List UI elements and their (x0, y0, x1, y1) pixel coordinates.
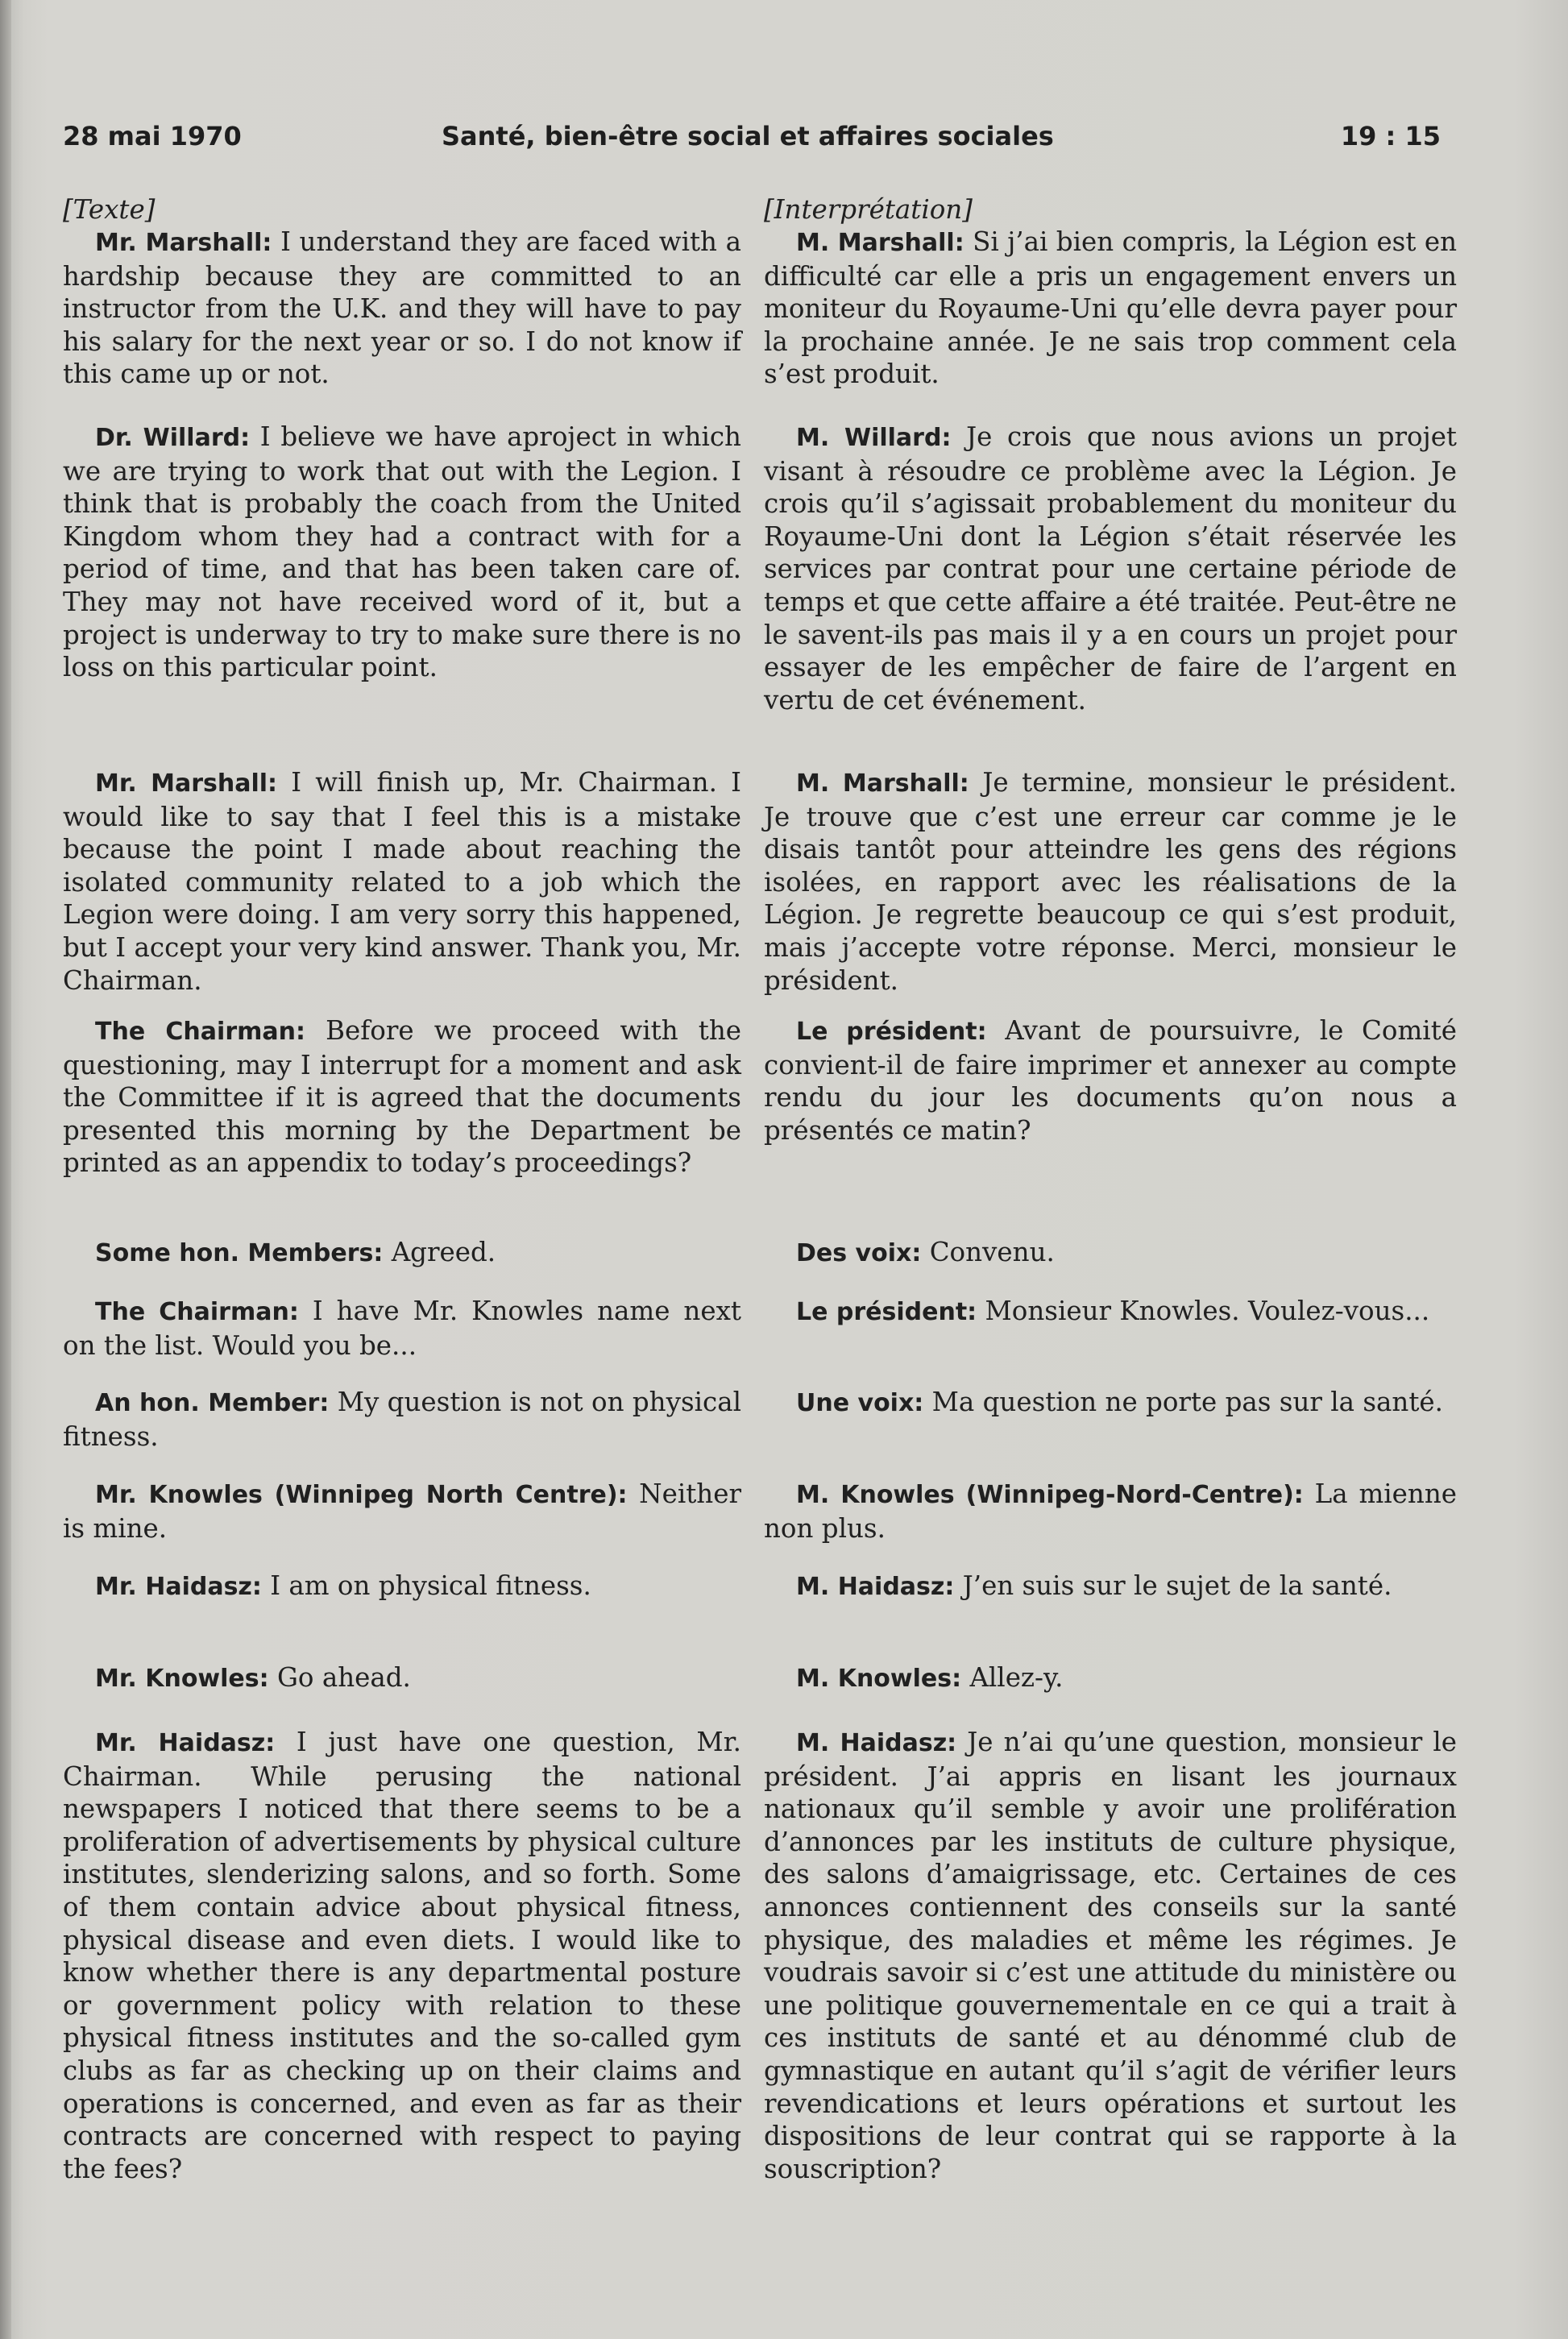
transcript-paragraph (764, 226, 1457, 391)
speech-text: Neither is mine. (63, 1478, 741, 1544)
speech-text: I am on physical fitness. (261, 1570, 591, 1601)
header-page-number: 19 : 15 (1340, 121, 1441, 151)
header-title: Santé, bien-être social et affaires sociales (442, 121, 1054, 151)
french-column (764, 193, 1457, 2184)
speech-text: Convenu. (921, 1237, 1055, 1267)
transcript-paragraph (63, 1236, 741, 1271)
transcript-paragraph (764, 1726, 1457, 2185)
english-section-label: [Texte] (63, 194, 156, 225)
speaker-name: Le président: (796, 1018, 987, 1046)
speech-text: I will finish up, Mr. Chairman. I would like to say that I feel this is a mistake because the point I made about reaching the isolated community related to a job which the Legion were doing. I am very sorry this happened, but I accept your very kind answer. Thank you, Mr. Chairman. (63, 767, 741, 996)
speaker-name: Des voix: (796, 1239, 922, 1267)
page-header (63, 121, 1441, 161)
speech-text: I have Mr. Knowles name next on the list. Would you be... (63, 1296, 741, 1361)
transcript-paragraph (63, 1295, 741, 1362)
transcript-paragraph (764, 1236, 1457, 1271)
speaker-name: The Chairman: (95, 1298, 299, 1326)
transcript-paragraph (764, 1295, 1457, 1329)
transcript-paragraph (764, 1014, 1457, 1147)
speaker-name: Mr. Marshall: (95, 769, 278, 798)
speaker-name: Some hon. Members: (95, 1239, 384, 1267)
speaker-name: Mr. Haidasz: (95, 1729, 276, 1757)
transcript-paragraph (63, 1661, 741, 1696)
speaker-name: M. Marshall: (796, 769, 969, 798)
speech-text: I believe we have aproject in which we are trying to work that out with the Legion. I think that is probably the coach from the United Kingdom whom they had a contract with for a period of time, and that has been taken care of. They may not have received word of it, but a project is underway to try to make sure there is no loss on this particular point. (63, 421, 741, 683)
transcript-paragraph (63, 1386, 741, 1453)
english-column (63, 193, 742, 2184)
speaker-name: Mr. Haidasz: (95, 1573, 262, 1601)
transcript-paragraph (63, 421, 741, 684)
speech-text: I understand they are faced with a hardship because they are committed to an instructor from the U.K. and they will have to pay his salary for the next year or so. I do not know if this came up or not. (63, 226, 741, 390)
speech-text: Monsieur Knowles. Voulez-vous... (977, 1296, 1430, 1326)
header-date: 28 mai 1970 (63, 121, 242, 151)
transcript-paragraph (764, 1661, 1457, 1696)
speech-text: My question is not on physical fitness. (63, 1387, 741, 1452)
transcript-paragraph (764, 1570, 1457, 1604)
transcript-paragraph (63, 1570, 741, 1604)
speech-text: Before we proceed with the questioning, may I interrupt for a moment and ask the Committee if it is agreed that the documents presented this morning by the Department be printed as an appendix to today’s proceedings? (63, 1015, 742, 1179)
speech-text: Ma question ne porte pas sur la santé. (923, 1387, 1443, 1417)
speaker-name: Une voix: (796, 1389, 924, 1417)
transcript-paragraph (764, 766, 1457, 997)
transcript-paragraph (63, 1726, 741, 2185)
transcript-paragraph (63, 226, 741, 391)
speech-text: Si j’ai bien compris, la Légion est en difficulté car elle a pris un engagement envers un moniteur du Royaume-Uni qu’elle devra payer pour la prochaine année. Je ne sais trop comment cela s’est produit. (764, 226, 1457, 390)
speaker-name: Mr. Knowles (Winnipeg North Centre): (95, 1481, 628, 1509)
speaker-name: An hon. Member: (95, 1389, 330, 1417)
speaker-name: The Chairman: (95, 1018, 305, 1046)
speech-text: Je n’ai qu’une question, monsieur le président. J’ai appris en lisant les journaux nationaux qu’il semble y avoir une prolifération d’annonces par les instituts de culture physique, des salons d’amaigrissage, etc. Certaines de ces annonces contiennent des conseils sur la santé physique, des maladies et même les régimes. Je voudrais savoir si c’est une attitude du ministère ou une politique gouvernementale en ce qui a trait à ces instituts de santé et au dénommé club de gymnastique en autant qu’il s’agit de vérifier leurs revendications et leurs opérations et surtout les dispositions de leur contrat qui se rapporte à la souscription? (764, 1727, 1457, 2184)
speech-text: La mienne non plus. (764, 1478, 1457, 1544)
speaker-name: M. Willard: (796, 424, 952, 452)
speaker-name: M. Haidasz: (796, 1729, 957, 1757)
transcript-paragraph (63, 1014, 741, 1180)
speech-text: I just have one question, Mr. Chairman. While perusing the national newspapers I noticed that there seems to be a proliferation of advertisements by physical culture institutes, slenderizing salons, and so forth. Some of them contain advice about physical fitness, physical disease and even diets. I would like to know whether there is any departmental posture or government policy with relation to these physical fitness institutes and the so-called gym clubs as far as checking up on their claims and operations is concerned, and even as far as their contracts are concerned with respect to paying the fees? (63, 1727, 741, 2184)
speaker-name: Mr. Marshall: (95, 229, 272, 257)
speaker-name: Dr. Willard: (95, 424, 251, 452)
speech-text: Agreed. (383, 1237, 496, 1267)
speech-text: J’en suis sur le sujet de la santé. (954, 1570, 1392, 1601)
speaker-name: Mr. Knowles: (95, 1665, 269, 1693)
speech-text: Je termine, monsieur le président. Je trouve que c’est une erreur car comme je le disais tantôt pour atteindre les gens des régions isolées, en rapport avec les réalisations de la Légion. Je regrette beaucoup ce qui s’est produit, mais j’accepte votre réponse. Merci, monsieur le président. (764, 767, 1457, 996)
speaker-name: M. Knowles: (796, 1665, 962, 1693)
transcript-paragraph (764, 421, 1457, 716)
transcript-paragraph (63, 766, 741, 997)
speech-text: Je crois que nous avions un projet visant à résoudre ce problème avec la Légion. Je crois qu’il s’agissait probablement du moniteur du Royaume-Uni dont la Légion s’était réservée les services par contrat pour une certaine période de temps et que cette affaire a été traitée. Peut-être ne le savent-ils pas mais il y a en cours un projet pour essayer de les empêcher de faire de l’argent en vertu de cet événement. (764, 421, 1457, 715)
speech-text: Go ahead. (268, 1662, 411, 1693)
french-section-label: [Interprétation] (764, 194, 973, 225)
page-binding-edge (0, 0, 11, 2339)
speaker-name: M. Haidasz: (796, 1573, 955, 1601)
speech-text: Allez-y. (961, 1662, 1064, 1693)
speaker-name: Le président: (796, 1298, 977, 1326)
speech-text: Avant de poursuivre, le Comité convient-il de faire imprimer et annexer au compte rendu du jour les documents qu’on nous a présentés ce matin? (764, 1015, 1457, 1146)
speaker-name: M. Marshall: (796, 229, 964, 257)
transcript-paragraph (764, 1386, 1457, 1420)
transcript-paragraph (63, 1478, 741, 1545)
speaker-name: M. Knowles (Winnipeg-Nord-Centre): (796, 1481, 1304, 1509)
transcript-paragraph (764, 1478, 1457, 1545)
